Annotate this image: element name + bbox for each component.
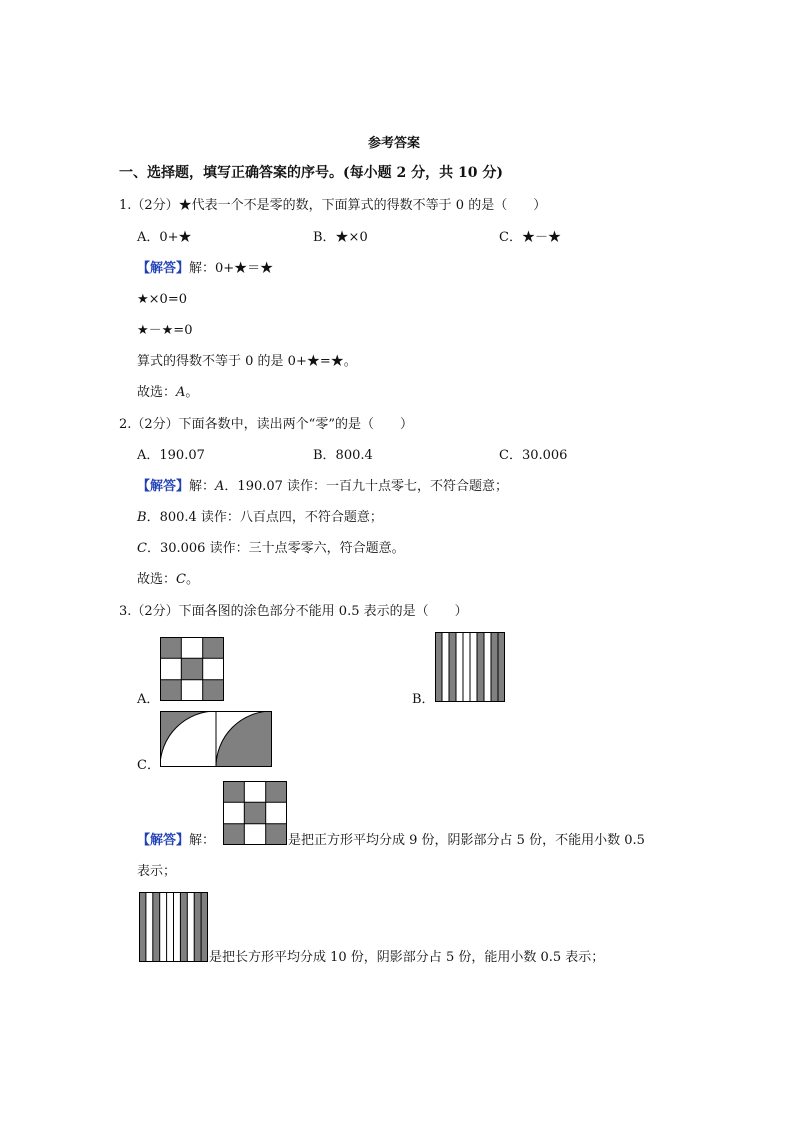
q3-solution-line1: 是把正方形平均分成 9 份，阴影部分占 5 份，不能用小数 0.5 xyxy=(288,833,645,848)
q2-solution-line3: C．30.006 读作：三十点零零六，符合题意。 xyxy=(137,541,405,556)
section-heading: 一、选择题，填写正确答案的序号。(每小题 2 分，共 10 分) xyxy=(119,165,503,181)
q2-solution-line1: 【解答】解：A．190.07 读作：一百九十点零七，不符合题意； xyxy=(137,479,509,494)
q3-stem: 3.（2分）下面各图的涂色部分不能用 0.5 表示的是（ ） xyxy=(119,604,468,619)
striped-rect-solution-figure xyxy=(139,892,208,962)
q3-option-a: A． xyxy=(137,692,160,707)
q2-option-a: A．190.07 xyxy=(137,448,205,463)
q2-option-c: C．30.006 xyxy=(499,448,568,463)
q1-solution-line1: 【解答】解：0+★＝★ xyxy=(137,261,274,276)
jieda-label: 【解答】 xyxy=(137,261,190,276)
jieda-label: 【解答】 xyxy=(137,833,190,848)
checker-grid-figure-a xyxy=(160,637,224,701)
q1-stem: 1.（2分）★代表一个不是零的数，下面算式的得数不等于 0 的是（ ） xyxy=(119,198,547,213)
q3-solution-label: 【解答】解： xyxy=(137,833,216,848)
q3-solution-line1-cont: 表示； xyxy=(137,864,177,879)
jieda-label: 【解答】 xyxy=(137,479,190,494)
q2-answer: 故选：C。 xyxy=(137,572,199,587)
q1-solution-line2: ★×0=0 xyxy=(137,292,187,307)
q1-solution-line4: 算式的得数不等于 0 的是 0+★=★。 xyxy=(137,354,357,369)
quarter-circle-figure-c xyxy=(160,711,272,767)
checker-grid-solution-figure xyxy=(223,781,287,845)
q2-stem: 2.（2分）下面各数中，读出两个“零”的是（ ） xyxy=(119,417,413,432)
q3-solution-line2: 是把长方形平均分成 10 份，阴影部分占 5 份，能用小数 0.5 表示； xyxy=(209,950,605,965)
q1-solution-line3: ★－★=0 xyxy=(137,323,193,338)
q3-option-b: B． xyxy=(412,692,435,707)
q1-option-b: B．★×0 xyxy=(313,230,368,245)
page-title: 参考答案 xyxy=(368,136,421,151)
q1-answer: 故选：A。 xyxy=(137,385,199,400)
q2-option-b: B．800.4 xyxy=(313,448,373,463)
q1-option-a: A．0+★ xyxy=(137,230,192,245)
q3-option-c: C． xyxy=(137,758,160,773)
striped-rect-figure-b xyxy=(435,632,505,702)
q1-option-c: C．★－★ xyxy=(499,230,561,245)
q2-solution-line2: B．800.4 读作：八百点四，不符合题意； xyxy=(137,510,383,525)
